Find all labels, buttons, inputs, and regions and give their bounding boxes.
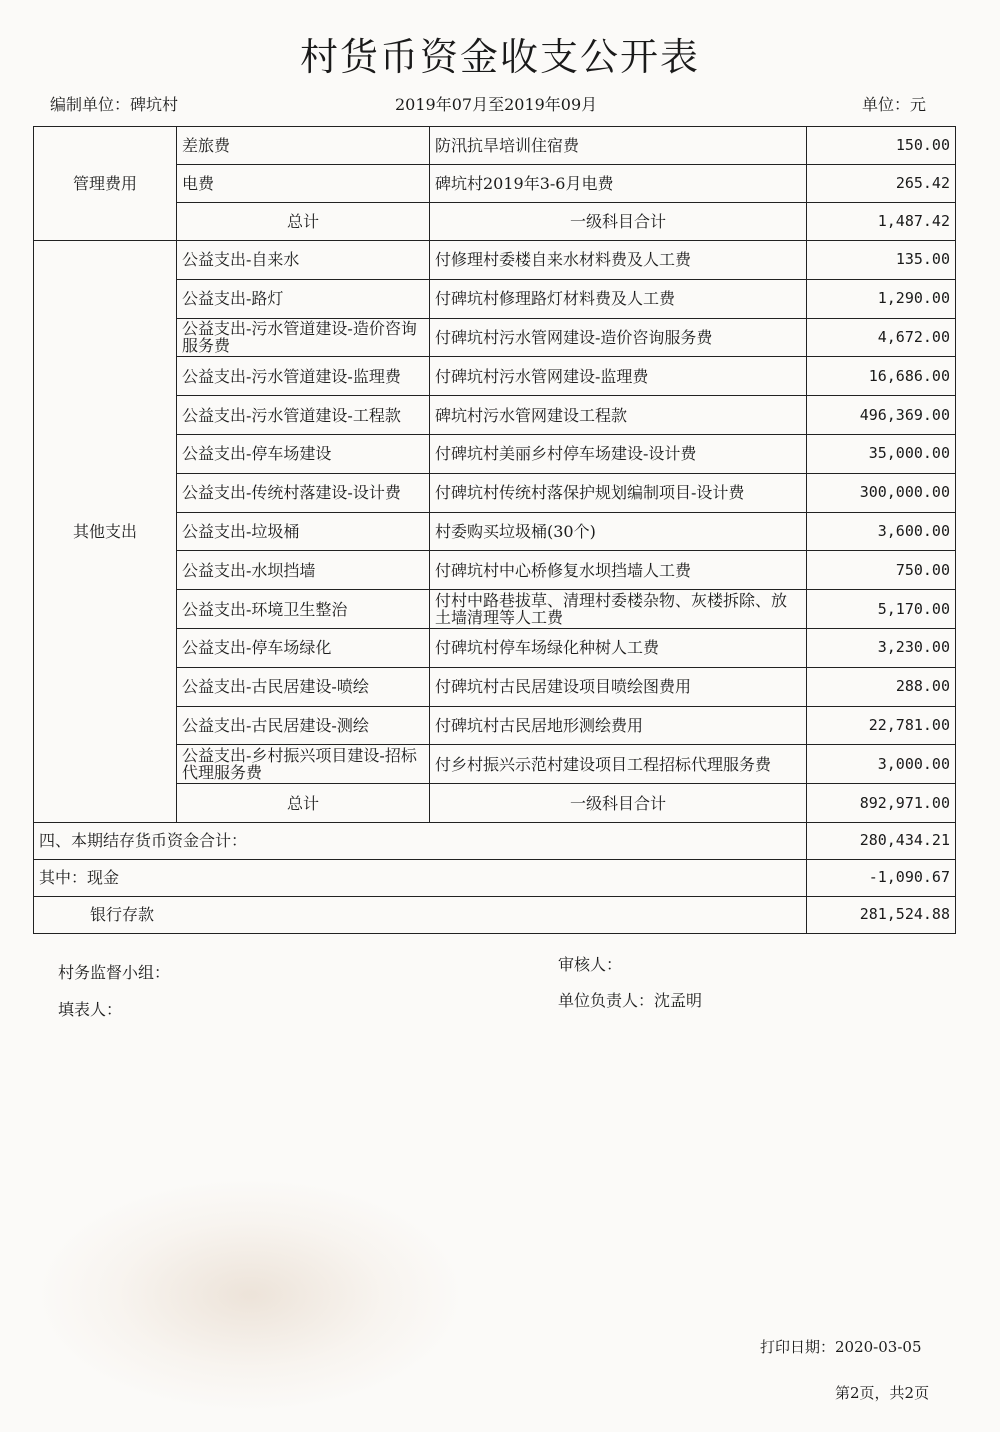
cash-row-label: 其中：现金 (34, 859, 807, 896)
amount-cell: 288.00 (807, 667, 956, 706)
total-amount: 1,487.42 (807, 203, 956, 241)
total-label: 总计 (177, 784, 430, 823)
total-description: 一级科目合计 (430, 784, 807, 823)
item-cell: 公益支出-停车场绿化 (177, 628, 430, 667)
compiling-unit: 编制单位：碑坑村 (50, 95, 179, 114)
table-row (34, 127, 956, 165)
amount-cell: 750.00 (807, 551, 956, 590)
bank-row-label: 银行存款 (34, 896, 807, 933)
item-cell: 公益支出-污水管道建设-监理费 (177, 357, 430, 396)
amount-cell: 5,170.00 (807, 590, 956, 629)
amount-cell: 3,230.00 (807, 628, 956, 667)
print-date: 打印日期：2020-03-05 (760, 1338, 922, 1356)
description-cell: 碑坑村污水管网建设工程款 (430, 396, 807, 435)
total-description: 一级科目合计 (430, 203, 807, 241)
item-cell: 公益支出-古民居建设-喷绘 (177, 667, 430, 706)
amount-cell: 22,781.00 (807, 706, 956, 745)
total-label: 总计 (177, 203, 430, 241)
amount-cell: 150.00 (807, 127, 956, 165)
description-cell: 碑坑村2019年3-6月电费 (430, 165, 807, 203)
balance-row-amount: 280,434.21 (807, 822, 956, 859)
amount-cell: 3,600.00 (807, 512, 956, 551)
reviewer-label: 审核人： (558, 955, 623, 974)
description-cell: 付乡村振兴示范村建设项目工程招标代理服务费 (430, 745, 807, 784)
description-cell: 付村中路巷拔草、清理村委楼杂物、灰楼拆除、放土墙清理等人工费 (430, 590, 807, 629)
description-cell: 防汛抗旱培训住宿费 (430, 127, 807, 165)
supervision-group-label: 村务监督小组： (58, 963, 171, 982)
item-cell: 差旅费 (177, 127, 430, 165)
item-cell: 公益支出-传统村落建设-设计费 (177, 473, 430, 512)
item-cell: 公益支出-古民居建设-测绘 (177, 706, 430, 745)
item-cell: 公益支出-路灯 (177, 279, 430, 318)
total-amount: 892,971.00 (807, 784, 956, 823)
description-cell: 付碑坑村美丽乡村停车场建设-设计费 (430, 434, 807, 473)
item-cell: 公益支出-水坝挡墙 (177, 551, 430, 590)
bank-row (34, 896, 956, 933)
currency-unit: 单位：元 (862, 95, 927, 114)
amount-cell: 265.42 (807, 165, 956, 203)
cash-row (34, 859, 956, 896)
description-cell: 付碑坑村中心桥修复水坝挡墙人工费 (430, 551, 807, 590)
amount-cell: 135.00 (807, 241, 956, 280)
description-cell: 付碑坑村停车场绿化种树人工费 (430, 628, 807, 667)
item-cell: 公益支出-污水管道建设-造价咨询服务费 (177, 318, 430, 357)
description-cell: 村委购买垃圾桶(30个) (430, 512, 807, 551)
category-cell: 其他支出 (34, 241, 177, 823)
description-cell: 付碑坑村污水管网建设-造价咨询服务费 (430, 318, 807, 357)
item-cell: 公益支出-停车场建设 (177, 434, 430, 473)
page-title: 村货币资金收支公开表 (299, 35, 700, 79)
table-row (34, 241, 956, 280)
paper-stain (40, 1180, 460, 1410)
category-cell: 管理费用 (34, 127, 177, 241)
balance-row (34, 822, 956, 859)
description-cell: 付碑坑村古民居地形测绘费用 (430, 706, 807, 745)
description-cell: 付碑坑村传统村落保护规划编制项目-设计费 (430, 473, 807, 512)
description-cell: 付碑坑村古民居建设项目喷绘图费用 (430, 667, 807, 706)
item-cell: 公益支出-垃圾桶 (177, 512, 430, 551)
page-number: 第2页，共2页 (835, 1384, 930, 1402)
bank-row-amount: 281,524.88 (807, 896, 956, 933)
amount-cell: 496,369.00 (807, 396, 956, 435)
unit-head-label: 单位负责人：沈孟明 (558, 991, 703, 1010)
description-cell: 付碑坑村修理路灯材料费及人工费 (430, 279, 807, 318)
amount-cell: 3,000.00 (807, 745, 956, 784)
amount-cell: 16,686.00 (807, 357, 956, 396)
report-period: 2019年07月至2019年09月 (395, 95, 598, 114)
balance-row-label: 四、本期结存货币资金合计： (34, 822, 807, 859)
item-cell: 公益支出-自来水 (177, 241, 430, 280)
description-cell: 付碑坑村污水管网建设-监理费 (430, 357, 807, 396)
description-cell: 付修理村委楼自来水材料费及人工费 (430, 241, 807, 280)
amount-cell: 300,000.00 (807, 473, 956, 512)
item-cell: 公益支出-环境卫生整治 (177, 590, 430, 629)
amount-cell: 35,000.00 (807, 434, 956, 473)
filler-label: 填表人： (58, 1000, 123, 1019)
expense-table (33, 126, 956, 934)
item-cell: 公益支出-乡村振兴项目建设-招标代理服务费 (177, 745, 430, 784)
item-cell: 电费 (177, 165, 430, 203)
cash-row-amount: -1,090.67 (807, 859, 956, 896)
amount-cell: 4,672.00 (807, 318, 956, 357)
amount-cell: 1,290.00 (807, 279, 956, 318)
item-cell: 公益支出-污水管道建设-工程款 (177, 396, 430, 435)
